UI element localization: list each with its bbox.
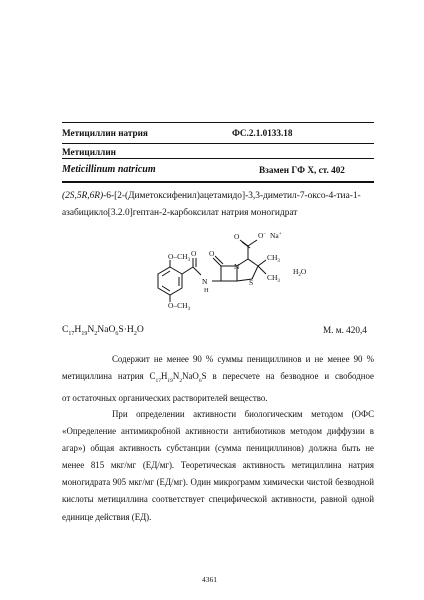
water-label: $H_2O$ <box>293 267 307 278</box>
thiazolidine-ring <box>237 259 258 281</box>
assay-line-3: от остаточных органических растворителей вещество. <box>62 392 268 403</box>
structural-formula <box>130 222 310 314</box>
assay-line-1: Содержит не менее 90 % суммы пенициллинов и не менее 90 % <box>112 354 374 364</box>
header-rule-2 <box>62 158 374 159</box>
alternative-name: Метициллин <box>62 147 116 157</box>
amide-nitrogen-label: N <box>202 277 208 286</box>
latin-name: Meticillinum natricum <box>62 164 156 175</box>
activity-paragraph <box>62 406 374 526</box>
header-rule-1 <box>62 143 374 144</box>
chemical-name-line-2: азабицикло[3.2.0]гептан-2-карбоксилат натрия моногидрат <box>62 208 298 218</box>
carboxylate-o-label: O <box>234 232 240 241</box>
methoxy-top-label: $O-CH_3$ <box>168 252 191 263</box>
header-top-rule <box>62 122 374 123</box>
fs-code: ФС.2.1.0133.18 <box>232 128 293 138</box>
activity-text: При определении активности биологическим методом (ОФС «Определение антимикробной активности антибиотиков методом диффузии в агар») общая активность субстанции (сумма пенициллинов) должна быть не менее 815 мкг/мг (ЕД/мг). Теоретическая активность метициллина натрия моногидрата 905 мкг/мг (ЕД/мг). Один микрограмм химически чистой безводной кислоты метициллина соответствует специфической активности, равной одной единице действия (ЕД). <box>62 409 374 522</box>
assay-line-2: метициллина натрия $C_{17}H_{19}N_2NaO_6S$ в пересчете на безводное и свободное <box>62 371 374 384</box>
ring-nitrogen-label: N <box>234 262 240 271</box>
header-bottom-rule <box>62 181 374 183</box>
molecular-formula: $C_{17}H_{19}N_2NaO_6S\cdot H_2O$ <box>62 324 144 337</box>
page-number: 4361 <box>202 575 217 584</box>
stereo-descriptor: (2S,5R,6R) <box>62 191 104 201</box>
carboxylate-o-minus-label: O− <box>258 231 267 240</box>
amide-hydrogen-label: H <box>204 287 209 294</box>
replaces-note: Взамен ГФ X, ст. 402 <box>259 165 345 175</box>
monograph-title: Метициллин натрия <box>62 128 148 138</box>
molecular-mass: М. м. 420,4 <box>323 325 367 335</box>
sulfur-label: S <box>249 278 254 287</box>
methyl-2-label: $CH_3$ <box>267 273 280 284</box>
chemical-name-rest: -6-[2-(Диметоксифенил)ацетамидо]-3,3-диметил-7-оксо-4-тиа-1- <box>103 191 361 201</box>
sodium-label: Na+ <box>270 231 282 240</box>
chemical-name-line-1 <box>62 192 361 201</box>
assay-paragraph <box>62 351 374 407</box>
methoxy-bottom-label: $O-CH_3$ <box>168 301 191 312</box>
methyl-1-label: $CH_3$ <box>267 253 280 264</box>
lactam-oxygen-label: O <box>209 249 215 258</box>
amide-oxygen-label: O <box>191 249 197 258</box>
